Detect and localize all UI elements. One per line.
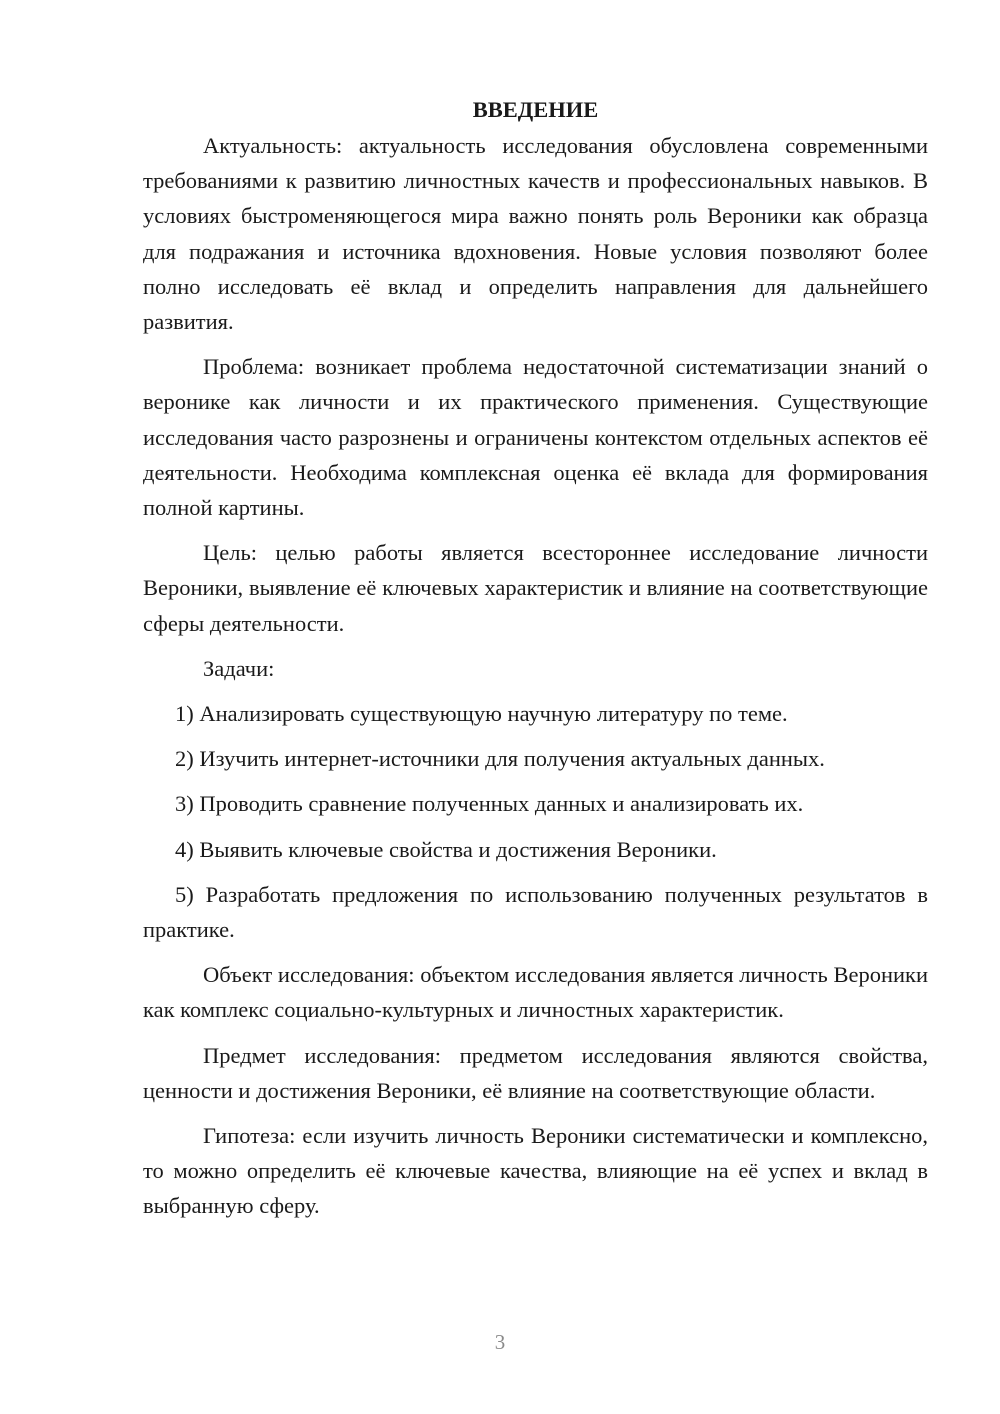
paragraph-subject: Предмет исследования: предметом исследования являются свойства, ценности и достижения Вероники, её влияние на соответствующие области. (143, 1042, 928, 1103)
document-page (143, 92, 928, 1234)
task-item-4: 4) Выявить ключевые свойства и достижения Вероники. (175, 836, 717, 862)
task-item-3: 3) Проводить сравнение полученных данных и анализировать их. (175, 791, 804, 817)
task-item-1: 1) Анализировать существующую научную литературу по теме. (175, 701, 788, 727)
task-item-5: 5) Разработать предложения по использованию полученных результатов в практике. (143, 881, 928, 943)
paragraph-relevance: Актуальность: актуальность исследования обусловлена современными требованиями к развитию личностных качеств и профессиональных навыков. В условиях быстроменяющегося мира важно понять роль Вероники как образца для подражания и источника вдохновения. Новые условия позволяют более полно исследовать её вклад и определить направления для дальнейшего развития. (143, 133, 928, 335)
task-item-2: 2) Изучить интернет-источники для получения актуальных данных. (175, 746, 825, 772)
page-number: 3 (494, 1330, 506, 1354)
tasks-heading: Задачи: (203, 655, 275, 681)
paragraph-goal: Цель: целью работы является всестороннее исследование личности Вероники, выявление её ключевых характеристик и влияние на соответствующие сферы деятельности. (143, 540, 928, 636)
section-title: ВВЕДЕНИЕ (472, 97, 599, 122)
paragraph-object: Объект исследования: объектом исследования является личность Вероники как комплекс социально-культурных и личностных характеристик. (143, 962, 928, 1023)
paragraph-hypothesis: Гипотеза: если изучить личность Вероники систематически и комплексно, то можно определить её ключевые качества, влияющие на её успех и вклад в выбранную сферу. (143, 1123, 928, 1219)
paragraph-problem: Проблема: возникает проблема недостаточной систематизации знаний о веронике как личности и их практического применения. Существующие исследования часто разрознены и ограничены контекстом отдельных аспектов её деятельности. Необходима комплексная оценка её вклада для формирования полной картины. (143, 354, 928, 521)
